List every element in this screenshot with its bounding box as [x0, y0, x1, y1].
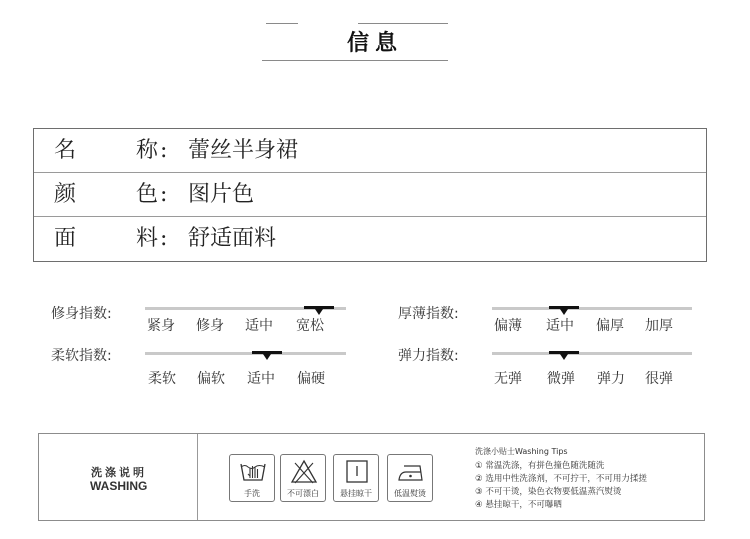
washing-divider	[197, 434, 198, 520]
header-line-top-left	[266, 23, 298, 24]
elasticity-marker	[549, 351, 579, 354]
elasticity-option: 很弹	[645, 371, 673, 387]
softness-option: 柔软	[148, 371, 176, 387]
thickness-option: 偏厚	[596, 318, 624, 334]
elasticity-option: 弹力	[597, 371, 625, 387]
hand-wash-icon	[238, 458, 268, 486]
hang-dry-care-symbol	[333, 454, 379, 502]
low-iron-care-symbol	[387, 454, 433, 502]
washing-tip: ① 常温洗涤，有拼色撞色随洗随洗	[475, 461, 605, 471]
header-line-bottom	[262, 60, 448, 61]
washing-tip: ② 选用中性洗涤剂，不可拧干，不可用力揉搓	[475, 474, 647, 484]
no-bleach-care-symbol	[280, 454, 326, 502]
softness-option: 偏硬	[297, 371, 325, 387]
softness-index-label: 柔软指数:	[51, 348, 112, 364]
hang-dry-icon	[342, 458, 372, 486]
info-label-char: 料	[136, 226, 159, 251]
washing-title-cn: 洗涤说明	[91, 466, 147, 479]
care-caption: 悬挂晾干	[340, 489, 372, 498]
fit-option: 适中	[245, 318, 273, 334]
fit-option: 宽松	[296, 318, 324, 334]
header-line-top-right	[358, 23, 448, 24]
info-label-char: 色	[136, 182, 159, 207]
washing-panel	[38, 433, 705, 521]
elasticity-index-label: 弹力指数:	[398, 348, 459, 364]
info-label-char: 颜	[54, 182, 77, 207]
info-row-color	[34, 173, 706, 217]
care-caption: 低温熨烫	[394, 489, 426, 498]
low-iron-icon	[396, 458, 426, 486]
no-bleach-icon	[289, 458, 319, 486]
info-label-char: 名	[54, 138, 77, 163]
care-caption: 手洗	[244, 489, 260, 498]
softness-scale-line	[145, 352, 346, 355]
thickness-marker	[549, 306, 579, 309]
washing-tip: ④ 悬挂晾干，不可曝晒	[475, 500, 562, 510]
hand-wash-care-symbol	[229, 454, 275, 502]
softness-marker	[252, 351, 282, 354]
fit-index-label: 修身指数:	[51, 306, 112, 322]
thickness-option: 偏薄	[494, 318, 522, 334]
care-caption: 不可漂白	[287, 489, 319, 498]
thickness-scale-line	[492, 307, 692, 310]
thickness-index-label: 厚薄指数:	[398, 306, 459, 322]
washing-tip: ③ 不可干烫，染色衣物要低温蒸汽熨烫	[475, 487, 622, 497]
washing-title-en: WASHING	[90, 479, 148, 493]
info-value: 蕾丝半身裙	[188, 138, 299, 163]
elasticity-option: 无弹	[494, 371, 522, 387]
info-colon: :	[160, 138, 168, 163]
washing-tips-title: 洗涤小贴士Washing Tips	[475, 447, 568, 456]
fit-marker	[304, 306, 334, 309]
info-colon: :	[160, 226, 168, 251]
page-title: 信息	[346, 30, 403, 56]
fit-option: 紧身	[147, 318, 175, 334]
softness-option: 适中	[247, 371, 275, 387]
info-table	[33, 128, 707, 262]
thickness-option: 适中	[546, 318, 574, 334]
info-row-name	[34, 129, 706, 173]
elasticity-option: 微弹	[547, 371, 575, 387]
info-label-char: 称	[136, 138, 159, 163]
fit-option: 修身	[196, 318, 224, 334]
info-value: 舒适面料	[188, 226, 277, 251]
info-colon: :	[160, 182, 168, 207]
softness-option: 偏软	[197, 371, 225, 387]
info-label-char: 面	[54, 226, 77, 251]
elasticity-scale-line	[492, 352, 692, 355]
thickness-option: 加厚	[645, 318, 673, 334]
info-row-fabric	[34, 217, 706, 261]
info-value: 图片色	[188, 182, 255, 207]
